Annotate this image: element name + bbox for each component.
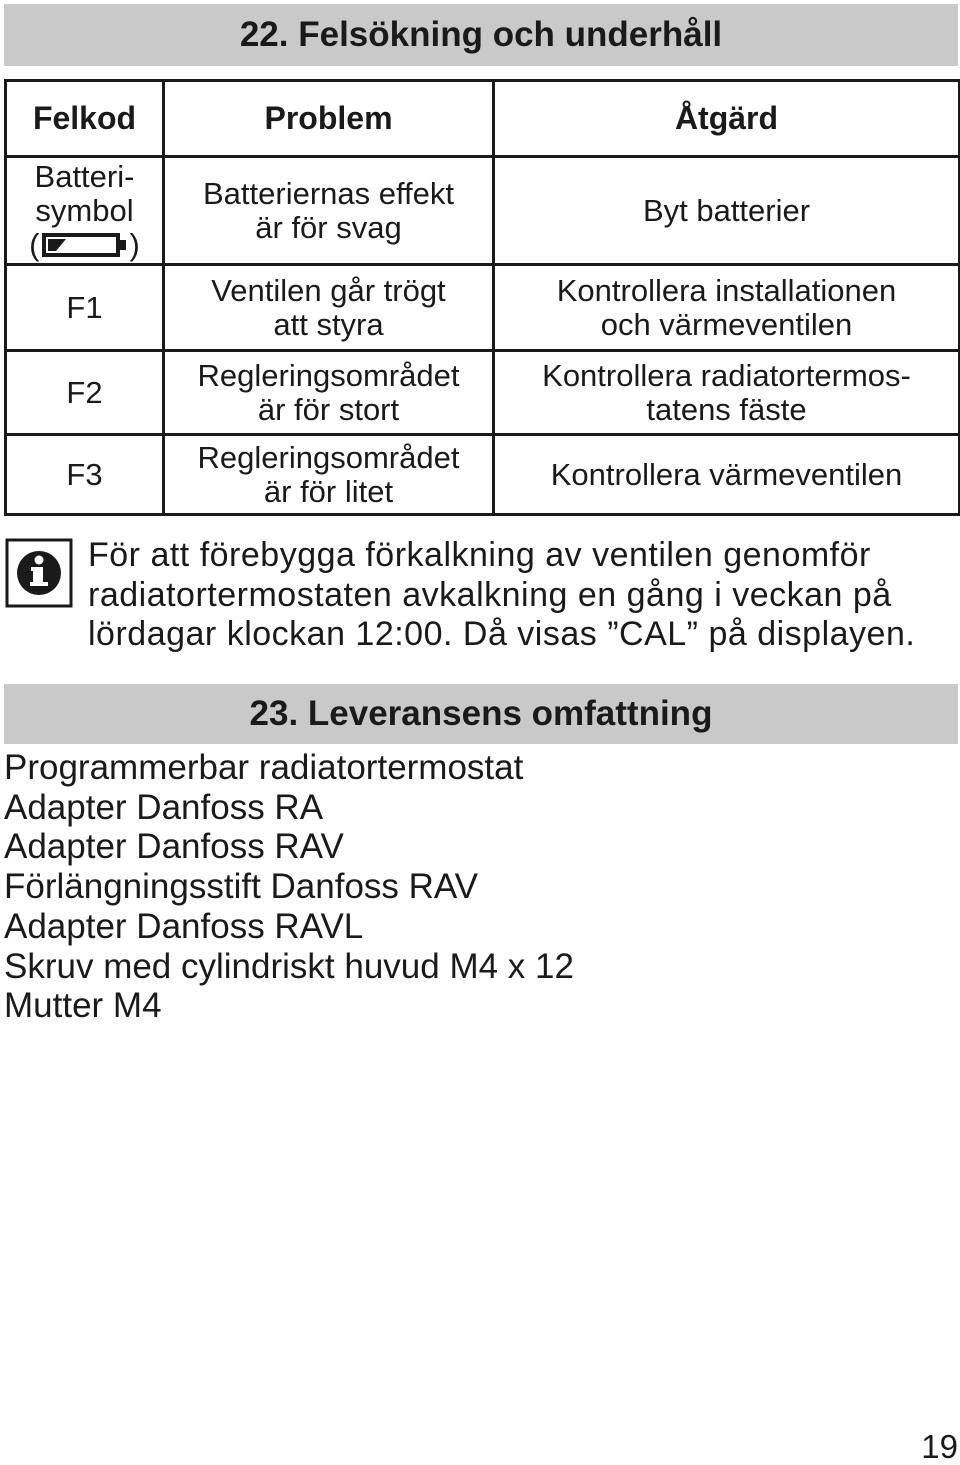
table-row [6,351,960,435]
action-cell [494,265,960,351]
note-line: lördagar klockan 12:00. Då visas ”CAL” på displayen. [88,615,916,653]
delivery-contents-list [4,748,574,1026]
list-item: Adapter Danfoss RA [4,787,324,827]
battery-low-icon [42,232,128,258]
action-text: Byt batterier [642,192,811,228]
troubleshooting-table [4,79,960,516]
list-item: Mutter M4 [4,986,162,1026]
table-row [6,265,960,351]
maintenance-note [88,536,960,655]
battery-symbol-line [29,228,140,262]
action-cell [494,351,960,435]
list-item: Förlängningsstift Danfoss RAV [4,867,479,907]
action-text: Kontrollera radiatortermos- [542,357,911,393]
problem-text: Ventilen går trögt [211,272,446,308]
action-text: tatens fäste [646,391,807,427]
paren-close: ) [129,226,140,262]
list-item: Skruv med cylindriskt huvud M4 x 12 [4,946,574,986]
column-header-action: Åtgärd [494,81,960,157]
problem-text: Regleringsområdet [197,357,460,393]
list-item: Adapter Danfoss RAVL [4,906,364,946]
page-number: 19 [921,1428,958,1465]
problem-text: att styra [273,306,384,342]
action-cell [494,157,960,265]
column-header-problem: Problem [164,81,494,157]
section-22-title: 22. Felsökning och underhåll [4,4,958,66]
list-item: Adapter Danfoss RAV [4,827,344,867]
paren-open: ( [29,226,40,262]
table-row [6,435,960,515]
note-line: För att förebygga förkalkning av ventilen genomför [88,536,871,574]
fault-code-cell: F3 [6,435,164,515]
action-text: och värmeventilen [600,306,853,342]
fault-code-text: symbol [35,192,134,228]
problem-text: är för svag [255,209,402,245]
fault-code-cell [6,157,164,265]
action-cell [494,435,960,515]
problem-text: Batteriernas effekt [202,175,454,211]
action-text: Kontrollera värmeventilen [550,456,903,492]
table-row [6,157,960,265]
fault-code-cell: F1 [6,265,164,351]
problem-text: är för litet [263,473,394,509]
action-text: Kontrollera installationen [556,272,897,308]
problem-cell [164,265,494,351]
problem-text: är för stort [257,391,400,427]
info-icon [5,538,73,608]
note-line: radiatortermostaten avkalkning en gång i veckan på [88,575,892,614]
problem-cell [164,157,494,265]
column-header-fault-code: Felkod [6,81,164,157]
problem-text: Regleringsområdet [197,439,460,475]
list-item: Programmerbar radiatortermostat [4,748,524,787]
table-header-row [6,81,960,157]
fault-code-cell: F2 [6,351,164,435]
problem-cell [164,435,494,515]
problem-cell [164,351,494,435]
fault-code-text: Batteri- [34,158,135,194]
section-23-title: 23. Leveransens omfattning [4,684,958,744]
